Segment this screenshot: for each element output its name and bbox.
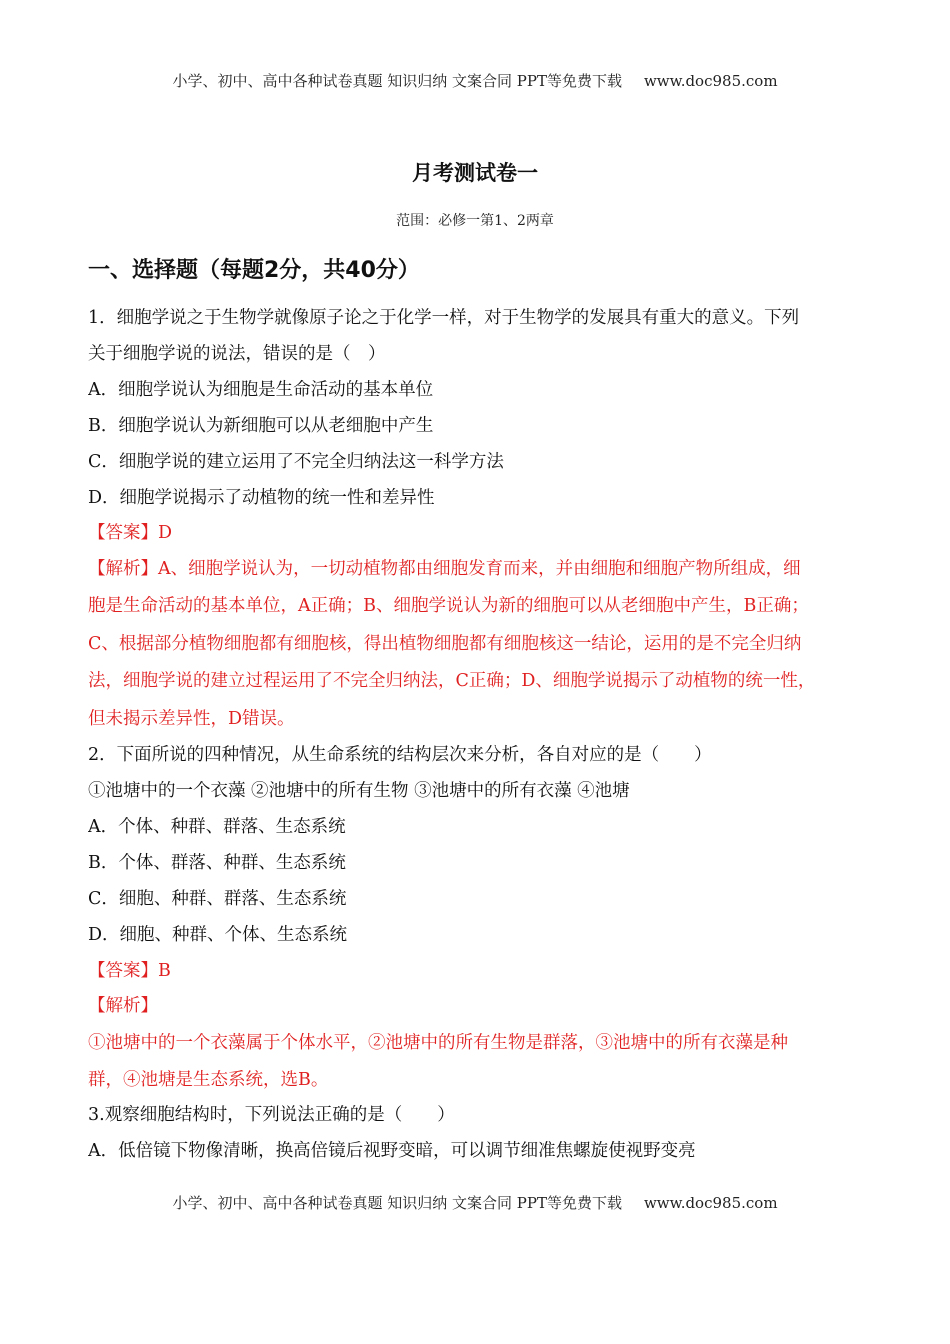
question-line: B．个体、群落、种群、生态系统: [88, 853, 346, 873]
question-line: D．细胞学说揭示了动植物的统一性和差异性: [88, 488, 435, 508]
footer-url[interactable]: www.doc985.com: [643, 1194, 778, 1212]
answer-line: C、根据部分植物细胞都有细胞核，得出植物细胞都有细胞核这一结论，运用的是不完全归纳: [88, 634, 802, 654]
footer-text: 小学、初中、高中各种试卷真题 知识归纳 文案合同 PPT等免费下载: [172, 1194, 622, 1212]
scope-subtitle: 范围：必修一第1、2两章: [396, 213, 554, 229]
question-line: 2．下面所说的四种情况，从生命系统的结构层次来分析，各自对应的是（ ）: [88, 745, 712, 765]
question-line: C．细胞学说的建立运用了不完全归纳法这一科学方法: [88, 452, 504, 472]
answer-line: 但未揭示差异性，D错误。: [88, 709, 295, 729]
answer-line: ①池塘中的一个衣藻属于个体水平，②池塘中的所有生物是群落，③池塘中的所有衣藻是种: [88, 1033, 788, 1053]
question-line: 关于细胞学说的说法，错误的是（ ）: [88, 344, 386, 364]
question-line: A．低倍镜下物像清晰，换高倍镜后视野变暗，可以调节细准焦螺旋使视野变亮: [88, 1141, 696, 1161]
question-line: 3.观察细胞结构时，下列说法正确的是（ ）: [88, 1105, 455, 1125]
answer-line: 【解析】: [88, 996, 158, 1016]
question-line: A．细胞学说认为细胞是生命活动的基本单位: [88, 380, 434, 400]
answer-line: 【答案】B: [88, 961, 171, 981]
answer-line: 法，细胞学说的建立过程运用了不完全归纳法，C正确；D、细胞学说揭示了动植物的统一性，: [88, 671, 816, 691]
question-line: C．细胞、种群、群落、生态系统: [88, 889, 347, 909]
page-header: [0, 70, 950, 91]
answer-line: 群，④池塘是生态系统，选B。: [88, 1070, 329, 1090]
question-line: A．个体、种群、群落、生态系统: [88, 817, 346, 837]
page-title: 月考测试卷一: [412, 161, 538, 185]
header-url[interactable]: www.doc985.com: [643, 72, 778, 90]
answer-line: 胞是生命活动的基本单位，A正确；B、细胞学说认为新的细胞可以从老细胞中产生，B正确；: [88, 596, 809, 616]
question-line: D．细胞、种群、个体、生态系统: [88, 925, 348, 945]
question-line: B．细胞学说认为新细胞可以从老细胞中产生: [88, 416, 434, 436]
page-footer: [0, 1192, 950, 1213]
header-text: 小学、初中、高中各种试卷真题 知识归纳 文案合同 PPT等免费下载: [172, 72, 622, 90]
question-line: 1．细胞学说之于生物学就像原子论之于化学一样，对于生物学的发展具有重大的意义。下列: [88, 308, 800, 328]
section-title: 一、选择题（每题2分，共40分）: [88, 258, 420, 283]
answer-line: 【解析】A、细胞学说认为，一切动植物都由细胞发育而来，并由细胞和细胞产物所组成，细: [88, 559, 801, 579]
answer-line: 【答案】D: [88, 523, 173, 543]
question-line: ①池塘中的一个衣藻 ②池塘中的所有生物 ③池塘中的所有衣藻 ④池塘: [88, 781, 630, 801]
